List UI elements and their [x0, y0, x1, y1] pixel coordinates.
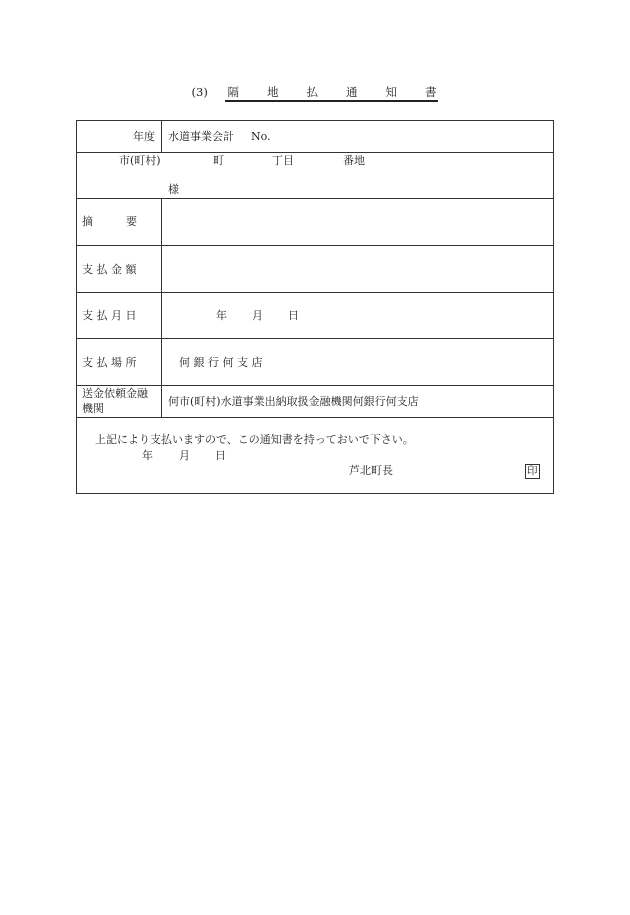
- payment-place-label: 支 払 場 所: [82, 356, 137, 369]
- amount-row: [77, 246, 553, 293]
- summary-label-cell: [77, 199, 162, 245]
- number-label: No.: [251, 130, 271, 143]
- date-day-label: 日: [288, 309, 299, 322]
- seal-mark: 印: [527, 465, 538, 477]
- footer-year-label: 年: [142, 449, 153, 462]
- fiscal-year-value-cell: [162, 121, 553, 152]
- title-char: 地: [266, 85, 279, 99]
- title-number: (3): [191, 85, 208, 99]
- document-title: [0, 84, 630, 100]
- title-char: 隔: [227, 85, 239, 99]
- payment-place-label-cell: [77, 339, 162, 385]
- amount-label: 支 払 金 額: [82, 263, 137, 276]
- remittance-bank-label-line1: 送金依頼金融: [82, 387, 148, 400]
- amount-value-cell: [162, 246, 553, 292]
- title-char: 払: [306, 85, 318, 99]
- payment-date-row: [77, 293, 553, 339]
- address-row: [77, 153, 553, 199]
- signer-title: 芦北町長: [349, 464, 393, 477]
- summary-value-cell: [162, 199, 553, 245]
- summary-row: [77, 199, 553, 246]
- banchi-label: 番地: [343, 154, 365, 167]
- footer-day-label: 日: [215, 449, 226, 462]
- remittance-bank-value-cell: [162, 386, 553, 417]
- payment-date-label: 支 払 月 日: [82, 309, 137, 322]
- honorific-label: 様: [168, 183, 179, 196]
- city-label: 市(町村): [119, 154, 161, 167]
- fiscal-year-label: 年度: [133, 130, 155, 143]
- amount-label-cell: [77, 246, 162, 292]
- date-year-label: 年: [216, 309, 227, 322]
- payment-date-label-cell: [77, 293, 162, 338]
- remittance-bank-label-line2: 機関: [82, 402, 104, 415]
- title-text: [225, 85, 438, 102]
- payment-place-value-cell: [162, 339, 553, 385]
- summary-label: 摘 要: [82, 215, 137, 228]
- notice-footer: [77, 418, 553, 493]
- remittance-bank-label-cell: [77, 386, 162, 417]
- chome-label: 丁目: [272, 154, 294, 167]
- notice-message: 上記により支払いますので、この通知書を持っておいで下さい。: [95, 433, 414, 446]
- payment-notice-form: [76, 120, 554, 494]
- town-label: 町: [213, 154, 224, 167]
- fiscal-year-row: [77, 121, 553, 153]
- account-name: 水道事業会計: [168, 130, 234, 143]
- title-char: 知: [385, 85, 397, 99]
- remittance-bank-row: [77, 386, 553, 418]
- payment-place-row: [77, 339, 553, 386]
- remittance-bank-value: 何市(町村)水道事業出納取扱金融機関何銀行何支店: [168, 395, 419, 408]
- fiscal-year-label-cell: [77, 121, 162, 152]
- footer-month-label: 月: [179, 449, 190, 462]
- payment-place-value: 何 銀 行 何 支 店: [179, 356, 263, 369]
- payment-date-value-cell: [162, 293, 553, 338]
- title-char: 書: [424, 85, 437, 99]
- title-char: 通: [345, 85, 358, 99]
- date-month-label: 月: [252, 309, 263, 322]
